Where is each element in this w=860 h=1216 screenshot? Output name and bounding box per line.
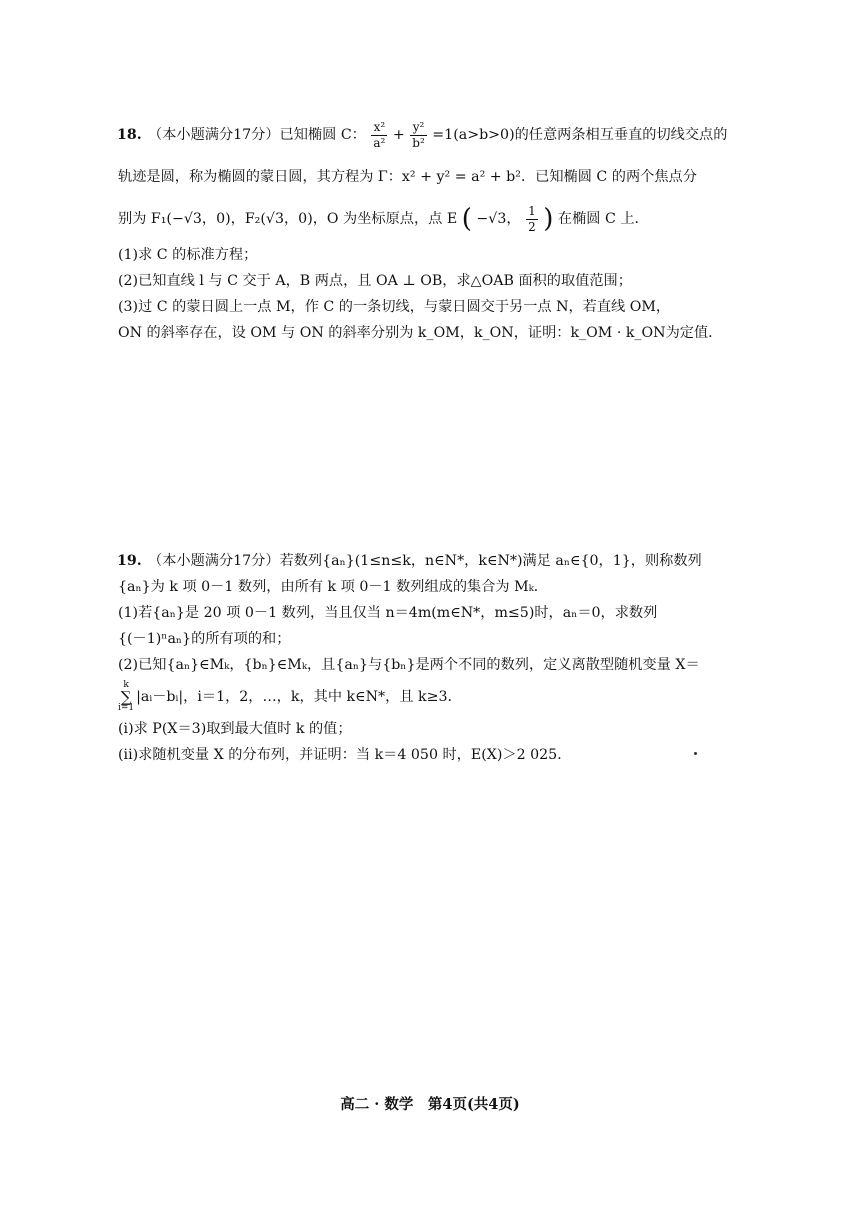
problem-18-stem-line-2: 轨迹是圆，称为椭圆的蒙日圆，其方程为 Γ：x² + y² = a² + b²．已知椭圆 C 的两个焦点分	[118, 169, 697, 185]
summation-symbol	[118, 681, 134, 713]
problem-19-part-2-cont	[118, 678, 758, 716]
problem-19-part-1-cont: {(－1)ⁿaₙ}的所有项的和；	[118, 631, 291, 647]
problem-number: 18.	[117, 127, 142, 143]
denominator: 2	[528, 219, 536, 234]
problem-19-part-2: (2)已知{aₙ}∈Mₖ，{bₙ}∈Mₖ，且{aₙ}与{bₙ}是两个不同的数列，定义离散型随机变量 X＝	[118, 657, 700, 673]
stem-text: 在椭圆 C 上．	[557, 211, 649, 227]
problem-18	[118, 112, 758, 346]
paren-close: )	[543, 204, 554, 234]
problem-18-stem-line-3	[118, 196, 758, 242]
denominator: a²	[373, 135, 386, 150]
problem-18-part-2: (2)已知直线 l 与 C 交于 A，B 两点，且 OA ⊥ OB，求△OAB 面积的取值范围；	[118, 273, 632, 289]
problem-18-part-1: (1)求 C 的标准方程；	[118, 247, 258, 263]
problem-19-part-1: (1)若{aₙ}是 20 项 0－1 数列，当且仅当 n＝4m(m∈N*，m≤5)时，aₙ＝0，求数列	[118, 605, 658, 621]
fraction-y2-b2	[410, 120, 427, 151]
stem-text: |aᵢ－bᵢ|，i＝1，2，…，k，其中 k∈N*，且 k≥3．	[136, 689, 462, 705]
page-footer: 高二 · 数学 第4页(共4页)	[340, 1096, 520, 1113]
problem-19-part-2-ii: (ii)求随机变量 X 的分布列，并证明：当 k＝4 050 时，E(X)＞2 025．	[118, 747, 572, 763]
numerator: 1	[528, 203, 536, 218]
sigma: ∑	[120, 688, 132, 706]
problem-number: 19.	[117, 553, 142, 569]
numerator: x²	[371, 120, 387, 136]
sum-upper: k	[123, 680, 129, 690]
problem-19-part-2-i: (i)求 P(X＝3)取到最大值时 k 的值；	[118, 721, 352, 737]
stem-text: （本小题满分17分）若数列{aₙ}(1≤n≤k，n∈N*，k∈N*)满足 aₙ∈{0，1}，则称数列	[148, 553, 702, 569]
problem-19-stem-line-2: {aₙ}为 k 项 0－1 数列，由所有 k 项 0－1 数列组成的集合为 Mₖ．	[118, 579, 548, 595]
stem-text: （本小题满分17分）已知椭圆 C：	[148, 127, 366, 143]
stem-text: −√3，	[476, 211, 521, 227]
problem-18-part-3: (3)过 C 的蒙日圆上一点 M，作 C 的一条切线，与蒙日圆交于另一点 N，若直线 OM，	[118, 299, 671, 315]
problem-18-stem-line-1	[118, 112, 758, 158]
problem-19	[118, 548, 758, 768]
stray-dot	[694, 752, 697, 755]
plus-sign: +	[392, 127, 405, 143]
denominator: b²	[412, 135, 425, 150]
stem-text: =1(a>b>0)的任意两条相互垂直的切线交点的	[432, 127, 728, 143]
numerator: y²	[410, 120, 427, 136]
fraction-one-half	[526, 204, 538, 235]
paren-open: (	[461, 204, 472, 234]
problem-19-stem-line-1	[118, 548, 758, 574]
problem-18-part-3-cont: ON 的斜率存在，设 OM 与 ON 的斜率分别为 k_OM，k_ON，证明：k_OM · k_ON为定值．	[118, 325, 723, 341]
stem-text: 别为 F₁(−√3，0)，F₂(√3，0)，O 为坐标原点，点 E	[118, 211, 458, 227]
fraction-x2-a2	[371, 120, 387, 151]
sum-lower: i=1	[118, 703, 135, 713]
